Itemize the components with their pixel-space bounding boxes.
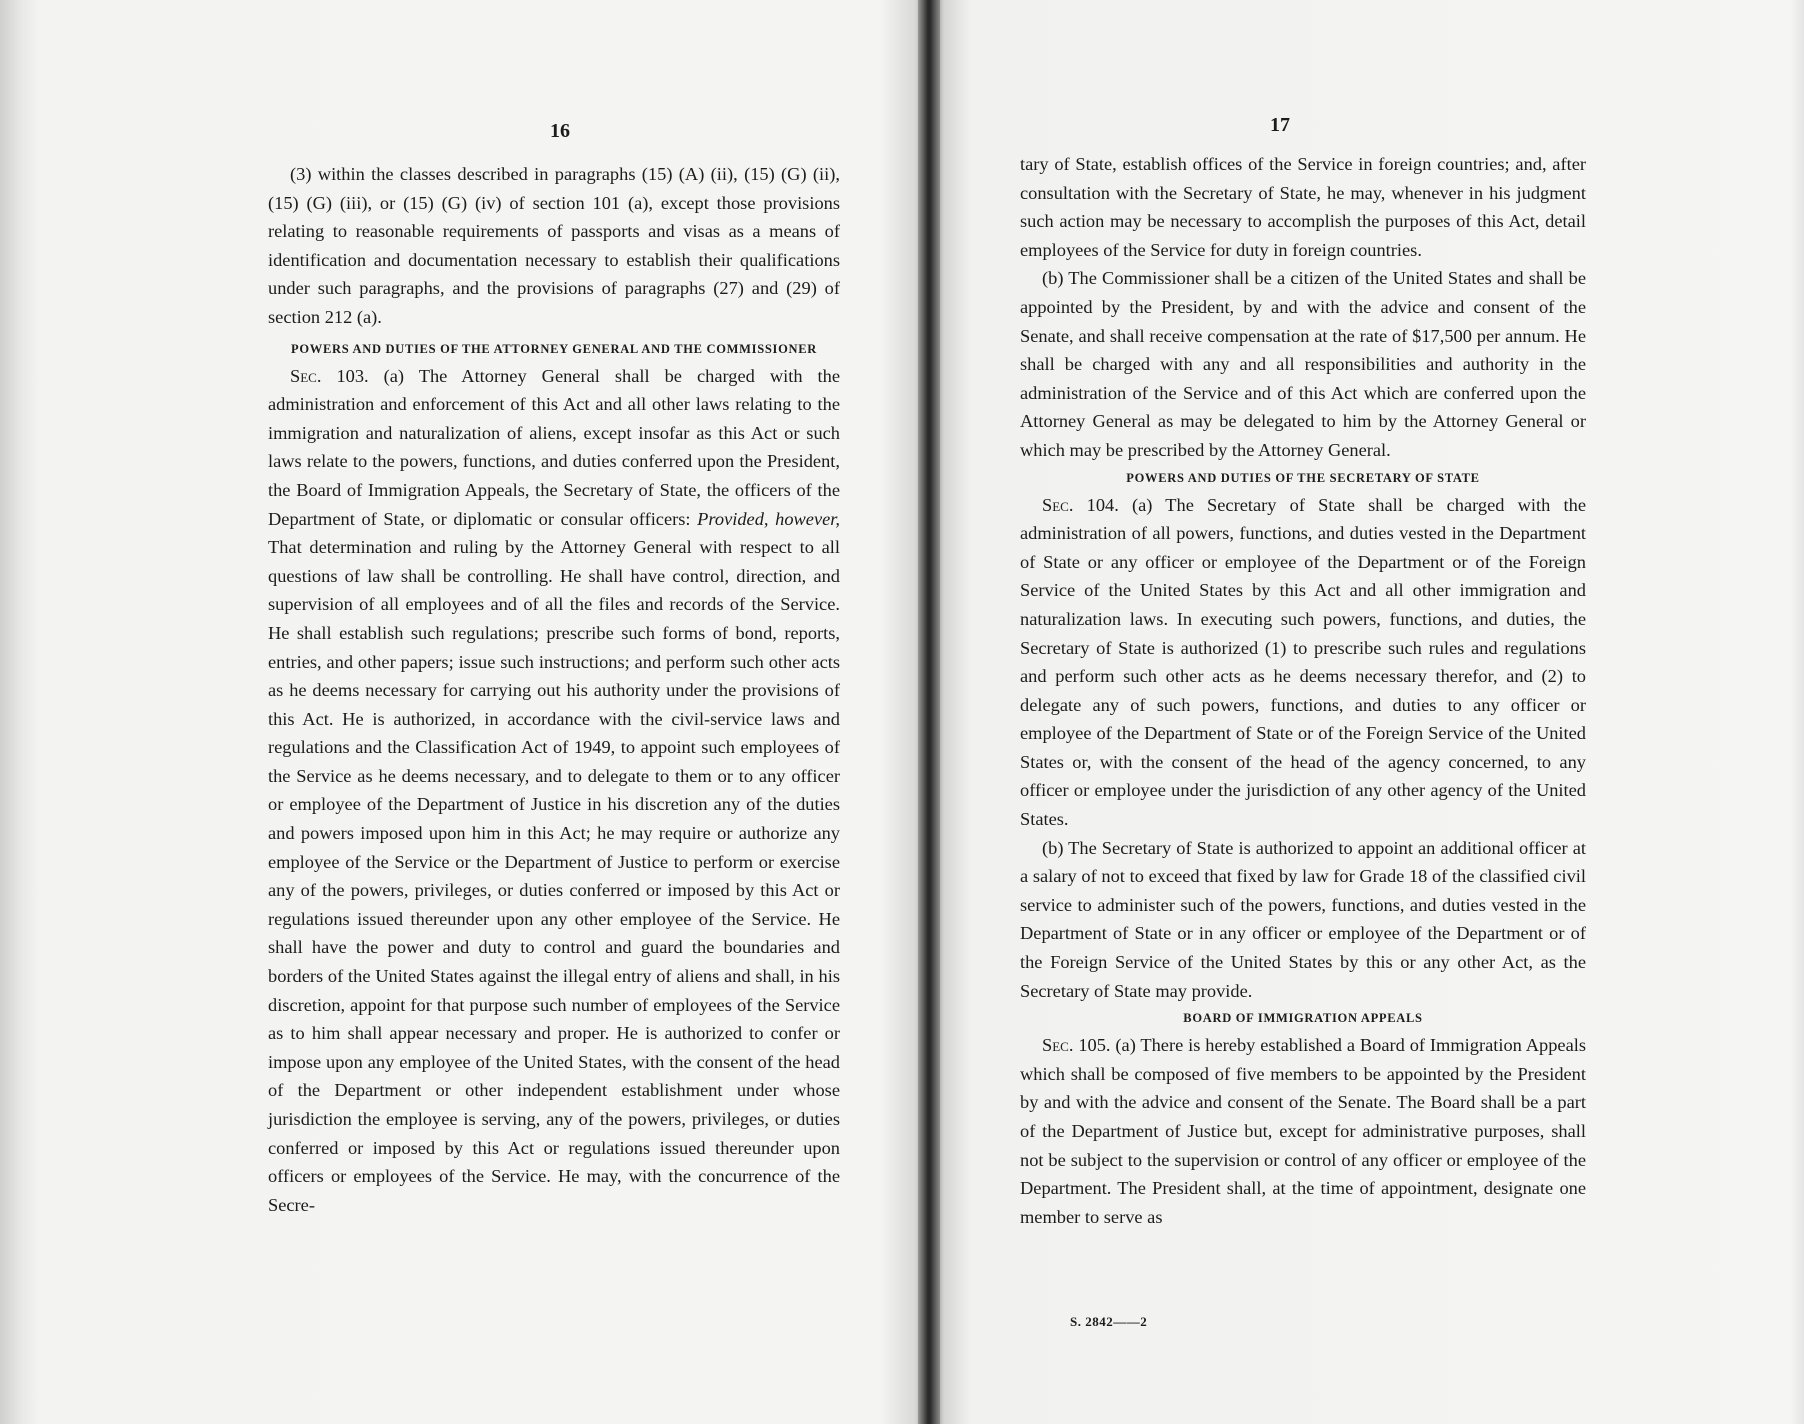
left-page-body [268,160,840,1219]
page-number: 16 [550,120,570,142]
continuation-paragraph: (3) within the classes described in paragraphs (15) (A) (ii), (15) (G) (ii), (15) (G) (iii), or (15) (G) (iv) of section 101 (a), except those provisions relating to reasonable requirements of passports and visas as a means of identification and documentation necessary to establish their qualifications under such paragraphs, and the provisions of paragraphs (27) and (29) of section 212 (a). [268,164,840,327]
page-number: 17 [1270,114,1290,136]
sec-103-a-text-cont: That determination and ruling by the Attorney General with respect to all questions of law shall be controlling. He shall have control, direction, and supervision of all employees and of all the files and records of the Service. He shall establish such regulations; prescribe such forms of bond, reports, entries, and other papers; issue such instructions; and perform such other acts as he deems necessary for carrying out his authority under the provisions of this Act. He is authorized, in accordance with the civil-service laws and regulations and the Classification Act of 1949, to appoint such employees of the Service as he deems necessary, and to delegate to them or to any officer or employee of the Department of Justice in his discretion any of the duties and powers imposed upon him in this Act; he may require or authorize any employee of the Service or the Department of Justice to perform or exercise any of the powers, privileges, or duties conferred or imposed by this Act or regulations issued thereunder upon any other employee of the Service. He shall have the power and duty to control and guard the boundaries and borders of the United States against the illegal entry of aliens and shall, in his discretion, appoint for that purpose such number of employees of the Service as to him shall appear necessary and proper. He is authorized to confer or impose upon any employee of the United States, with the consent of the head of the Department or other independent establishment under whose jurisdiction the employee is serving, any of the powers, privileges, or duties conferred or imposed by this Act or regulations issued thereunder upon officers or employees of the Service. He may, with the concurrence of the Secre- [268,537,840,1215]
section-label: Sec. 103. [290,365,369,386]
sec-105-a-text: (a) There is hereby established a Board of Immigration Appeals which shall be composed of five members to be appointed by the President by and with the advice and consent of the Senate. The Board shall be a part of the Department of Justice but, except for administrative purposes, shall not be subject to the supervision or control of any officer or employee of the Department. The President shall, at the time of appointment, designate one member to serve as [1020,1035,1587,1227]
right-page-body [1020,150,1586,1231]
sec-104-b-paragraph: (b) The Secretary of State is authorized to appoint an additional officer at a salary of not to exceed that fixed by law for Grade 18 of the classified civil service to administer such of the powers, functions, and duties vested in the Department of State or in any officer or employee of the Department or of the Foreign Service of the United States by this or any other Act, as the Secretary of State may provide. [1020,837,1586,1001]
sec-103-b-paragraph: (b) The Commissioner shall be a citizen of the United States and shall be appointed by the President, by and with the advice and consent of the Senate, and shall receive compensation at the rate of $17,500 per annum. He shall be charged with any and all responsibilities and authority in the administration of the Service and of this Act which are conferred upon the Attorney General as may be delegated to him by the Attorney General or which may be prescribed by the Attorney General. [1020,268,1586,460]
sec-105-a-paragraph [1020,1031,1586,1231]
sec-104-a-paragraph [1020,491,1586,834]
proviso-italic: Provided, however, [697,508,840,529]
section-heading: BOARD OF IMMIGRATION APPEALS [1183,1011,1423,1026]
section-heading: POWERS AND DUTIES OF THE ATTORNEY GENERAL AND THE COMMISSIONER [290,341,818,356]
section-label: Sec. 105. [1042,1035,1111,1056]
sec-103-a-text: (a) The Attorney General shall be charged with the administration and enforcement of this Act and all other laws relating to the immigration and naturalization of aliens, except insofar as this Act or such laws relate to the powers, functions, and duties conferred upon the President, the Board of Immigration Appeals, the Secretary of State, the officers of the Department of State, or diplomatic or consular officers: [268,365,840,529]
continuation-paragraph: tary of State, establish offices of the Service in foreign countries; and, after consultation with the Secretary of State, he may, whenever in his judgment such action may be necessary to accomplish the purposes of this Act, detail employees of the Service for duty in foreign countries. [1020,154,1586,260]
section-heading: POWERS AND DUTIES OF THE SECRETARY OF STATE [1126,470,1480,485]
book-gutter [918,0,940,1424]
sec-104-a-text: (a) The Secretary of State shall be charged with the administration of all powers, functions, and duties vested in the Department of State or any officer or employee of the Department or of the Foreign Service of the United States by this Act and all other immigration and naturalization laws. In executing such powers, functions, and duties, the Secretary of State is authorized (1) to prescribe such rules and regulations and perform such other acts as he deems necessary therefor, and (2) to delegate any of such powers, functions, and duties to any officer or employee of the Department of State or of the Foreign Service of the United States or, with the consent of the head of the agency concerned, to any officer or employee under the jurisdiction of any other agency of the United States. [1020,494,1586,830]
sec-103-a-paragraph [268,362,840,1220]
bill-footer: S. 2842——2 [1070,1314,1148,1329]
section-label: Sec. 104. [1042,494,1119,515]
right-page [930,0,1804,1424]
